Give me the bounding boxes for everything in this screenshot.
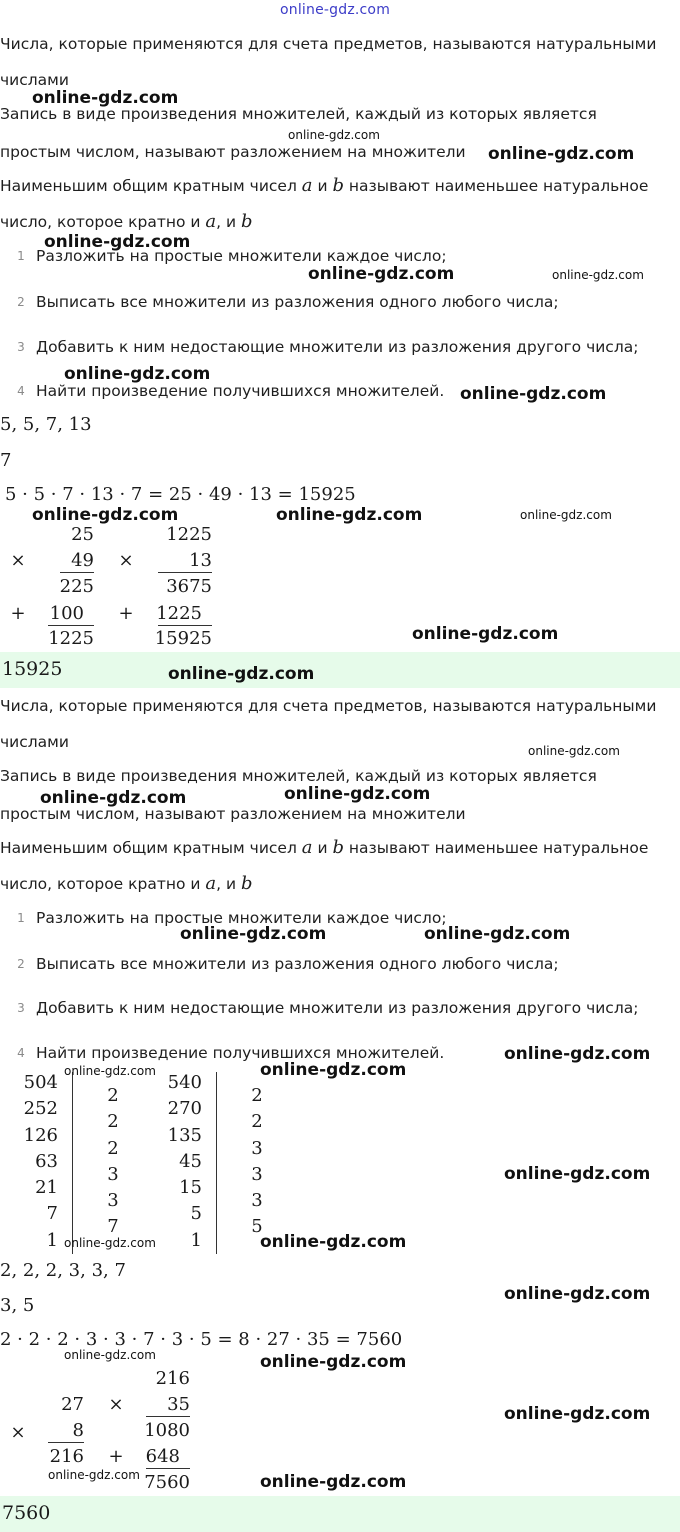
watermark: online-gdz.com	[64, 1348, 156, 1362]
answer-bar	[0, 1496, 680, 1532]
divisor: 2	[251, 1111, 263, 1133]
step-text: Добавить к ним недостающие множители из разложения другого числа;	[36, 338, 639, 356]
watermark: online-gdz.com	[284, 784, 431, 804]
result: 15925	[154, 628, 212, 649]
watermark: online-gdz.com	[412, 624, 559, 644]
multiplier: 35	[167, 1394, 190, 1415]
step-text: Выписать все множители из разложения одного любого числа;	[36, 293, 559, 311]
step-number: 2	[17, 957, 25, 971]
plus-sign: +	[118, 603, 134, 624]
watermark: online-gdz.com	[308, 264, 455, 284]
text: называют наименьшее натуральное	[343, 177, 649, 195]
definition-natural-line1: Числа, которые применяются для счета предметов, называются натуральными	[0, 35, 657, 53]
answer-bar	[0, 652, 680, 688]
answer-value: 15925	[2, 658, 63, 680]
divisor: 2	[107, 1137, 119, 1159]
factors-first-number: 5, 5, 7, 13	[0, 414, 92, 435]
divisor: 2	[251, 1085, 263, 1106]
watermark: online-gdz.com	[288, 128, 380, 142]
variable-a: a	[301, 837, 313, 858]
divisor: 5	[251, 1216, 263, 1238]
multiplicand: 216	[155, 1368, 190, 1389]
factors-missing: 3, 5	[0, 1295, 35, 1316]
shifted-partial: 100	[49, 603, 84, 624]
watermark: online-gdz.com	[504, 1284, 651, 1304]
watermark: online-gdz.com	[260, 1472, 407, 1492]
divider-line	[146, 1468, 190, 1469]
product-equation: 5 · 5 · 7 · 13 · 7 = 25 · 49 · 13 = 15925	[5, 484, 356, 505]
dividend: 15	[179, 1177, 202, 1199]
factorization-tables	[0, 1072, 330, 1256]
step-number: 3	[17, 1001, 25, 1015]
watermark: online-gdz.com	[32, 88, 179, 108]
step-text: Разложить на простые множители каждое число;	[36, 247, 447, 265]
definition-lcm-line1	[0, 176, 648, 196]
multiply-sign: ×	[118, 550, 134, 571]
watermark: online-gdz.com	[260, 1232, 407, 1252]
watermark: online-gdz.com	[180, 924, 327, 944]
result: 7560	[144, 1472, 190, 1493]
partial-product: 225	[59, 576, 94, 597]
dividend-column	[10, 1072, 58, 1256]
divisor: 7	[107, 1216, 119, 1238]
definition-lcm-line2	[0, 874, 253, 894]
step-number: 3	[17, 340, 25, 354]
divisor: 2	[107, 1111, 119, 1133]
divider-line	[146, 1416, 190, 1417]
plus-sign: +	[10, 603, 26, 624]
partial-product: 3675	[166, 576, 212, 597]
shifted-partial: 648	[145, 1446, 180, 1467]
variable-b: b	[241, 873, 253, 894]
multiplier: 13	[189, 550, 212, 571]
multiplicand: 1225	[166, 524, 212, 545]
watermark: online-gdz.com	[552, 268, 644, 282]
text: называют наименьшее натуральное	[343, 839, 649, 857]
definition-natural-line2: числами	[0, 733, 69, 751]
product-equation: 2 · 2 · 2 · 3 · 3 · 7 · 3 · 5 = 8 · 27 · 35 = 7560	[0, 1329, 403, 1350]
text: число, которое кратно и	[0, 875, 206, 893]
step-number: 1	[17, 911, 25, 925]
dividend: 252	[23, 1098, 58, 1120]
dividend: 504	[23, 1072, 58, 1093]
divider-line	[48, 1442, 84, 1443]
watermark: online-gdz.com	[64, 364, 211, 384]
text: Наименьшим общим кратным чисел	[0, 839, 302, 857]
step-number: 1	[17, 249, 25, 263]
watermark: online-gdz.com	[64, 1064, 156, 1078]
dividend: 5	[190, 1203, 202, 1225]
definition-natural-line1: Числа, которые применяются для счета предметов, называются натуральными	[0, 697, 657, 715]
watermark: online-gdz.com	[168, 664, 315, 684]
division-separator	[216, 1072, 217, 1254]
multiplicand: 27	[61, 1394, 84, 1415]
dividend: 1	[190, 1229, 202, 1251]
divisor: 3	[107, 1163, 119, 1185]
divider-line	[60, 572, 94, 573]
text: Наименьшим общим кратным чисел	[0, 177, 302, 195]
watermark: online-gdz.com	[504, 1404, 651, 1424]
divider-line	[48, 625, 94, 626]
variable-b: b	[332, 837, 344, 858]
definition-factorization-line2: простым числом, называют разложением на множители	[0, 805, 466, 823]
watermark: online-gdz.com	[460, 384, 607, 404]
factors-missing: 7	[0, 450, 12, 471]
watermark: online-gdz.com	[40, 788, 187, 808]
dividend: 45	[179, 1150, 202, 1172]
step-text: Добавить к ним недостающие множители из разложения другого числа;	[36, 999, 639, 1017]
step-number: 4	[17, 384, 25, 398]
factors-first-number: 2, 2, 2, 3, 3, 7	[0, 1260, 126, 1281]
result: 1225	[48, 628, 94, 649]
watermark: online-gdz.com	[504, 1164, 651, 1184]
answer-value: 7560	[2, 1502, 51, 1524]
variable-b: b	[332, 175, 344, 196]
definition-factorization-line2: простым числом, называют разложением на множители	[0, 143, 466, 161]
definition-natural-line2: числами	[0, 71, 69, 89]
text: число, которое кратно и	[0, 213, 206, 231]
shifted-partial: 1225	[156, 603, 202, 624]
watermark: online-gdz.com	[276, 505, 423, 525]
dividend: 7	[46, 1203, 58, 1225]
divisor-column	[240, 1085, 274, 1243]
variable-a: a	[205, 211, 217, 232]
text: , и	[216, 875, 242, 893]
multiplier: 49	[71, 550, 94, 571]
variable-b: b	[241, 211, 253, 232]
dividend: 21	[35, 1177, 58, 1199]
definition-lcm-line1	[0, 838, 648, 858]
step-text: Выписать все множители из разложения одного любого числа;	[36, 955, 559, 973]
divisor: 2	[107, 1085, 119, 1106]
division-separator	[72, 1072, 73, 1254]
multiply-sign: ×	[10, 550, 26, 571]
partial-product: 1080	[144, 1420, 190, 1441]
step-text: Найти произведение получившихся множителей.	[36, 1044, 445, 1062]
dividend: 540	[167, 1072, 202, 1093]
multiplicand: 25	[71, 524, 94, 545]
divider-line	[158, 625, 212, 626]
step-text: Разложить на простые множители каждое число;	[36, 909, 447, 927]
definition-lcm-line2	[0, 212, 253, 232]
watermark: online-gdz.com	[260, 1060, 407, 1080]
watermark: online-gdz.com	[64, 1236, 156, 1250]
watermark: online-gdz.com	[48, 1468, 140, 1482]
step-text: Найти произведение получившихся множителей.	[36, 382, 445, 400]
watermark: online-gdz.com	[488, 144, 635, 164]
step-number: 4	[17, 1046, 25, 1060]
dividend: 126	[23, 1124, 58, 1146]
dividend: 135	[167, 1124, 202, 1146]
multiply-sign: ×	[108, 1394, 124, 1415]
watermark: online-gdz.com	[424, 924, 571, 944]
variable-a: a	[205, 873, 217, 894]
definition-factorization-line1: Запись в виде произведения множителей, каждый из которых является	[0, 767, 597, 785]
dividend: 63	[35, 1150, 58, 1172]
watermark: online-gdz.com	[520, 508, 612, 522]
top-watermark: online-gdz.com	[280, 2, 391, 18]
multiply-sign: ×	[10, 1422, 26, 1443]
watermark: online-gdz.com	[260, 1352, 407, 1372]
text: и	[312, 177, 333, 195]
watermark: online-gdz.com	[528, 744, 620, 758]
dividend-column	[154, 1072, 202, 1256]
step-number: 2	[17, 295, 25, 309]
multiplier: 8	[72, 1420, 84, 1441]
divider-line	[158, 572, 212, 573]
text: , и	[216, 213, 242, 231]
result: 216	[49, 1446, 84, 1467]
divisor: 3	[107, 1190, 119, 1212]
divisor: 3	[251, 1137, 263, 1159]
dividend: 270	[167, 1098, 202, 1120]
watermark: online-gdz.com	[44, 232, 191, 252]
definition-factorization-line1: Запись в виде произведения множителей, каждый из которых является	[0, 105, 597, 123]
divisor: 3	[251, 1190, 263, 1212]
watermark: online-gdz.com	[504, 1044, 651, 1064]
divisor-column	[96, 1085, 130, 1243]
variable-a: a	[301, 175, 313, 196]
watermark: online-gdz.com	[32, 505, 179, 525]
plus-sign: +	[108, 1446, 124, 1467]
divisor: 3	[251, 1163, 263, 1185]
text: и	[312, 839, 333, 857]
dividend: 1	[46, 1229, 58, 1251]
